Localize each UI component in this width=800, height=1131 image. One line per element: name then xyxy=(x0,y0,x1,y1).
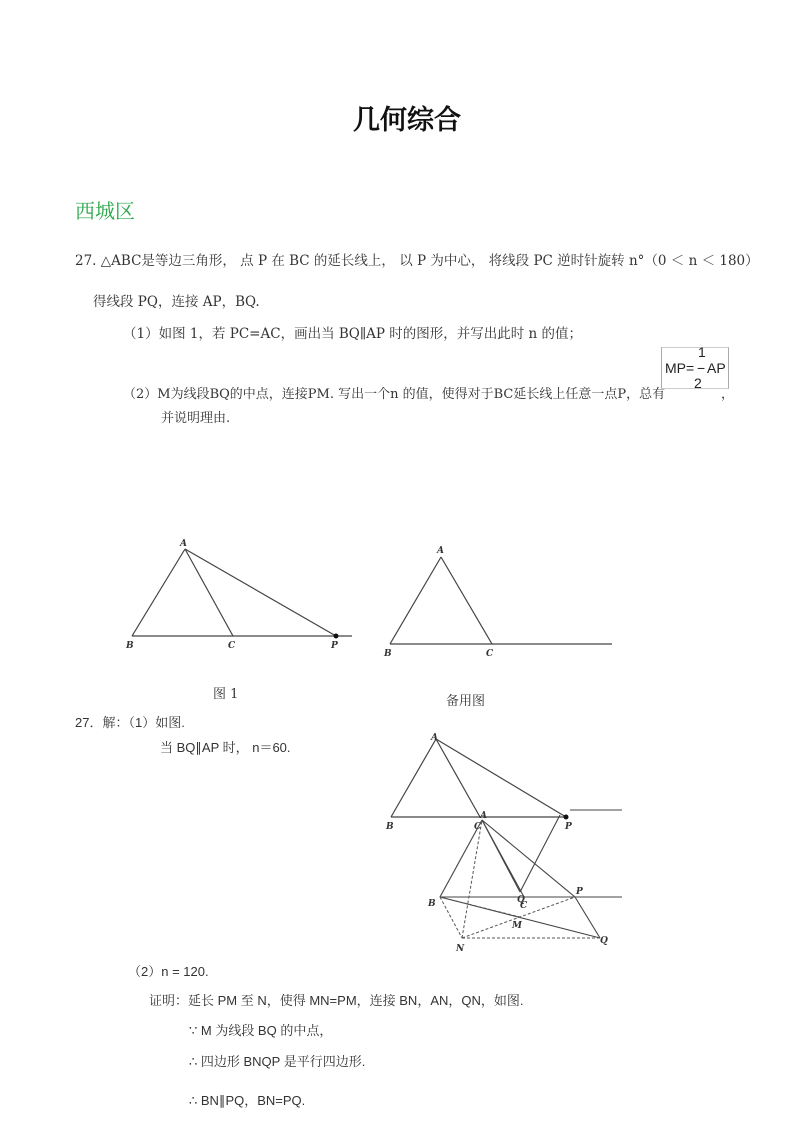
solution-therefore-2: ∴ BN∥PQ，BN=PQ. xyxy=(189,1093,306,1108)
fig3-label-b: B xyxy=(386,822,394,832)
formula-denominator: 2 xyxy=(694,375,702,391)
figure-spare xyxy=(380,540,620,670)
fig4-label-q2: Q xyxy=(600,936,608,946)
page-title: 几何综合 xyxy=(353,105,461,136)
fig1-label-c: C xyxy=(228,641,236,651)
fig2-label-b: B xyxy=(384,649,392,659)
problem-part-2-comma: ， xyxy=(721,387,735,402)
section-heading: 西城区 xyxy=(75,199,135,223)
formula-left: MP= xyxy=(665,360,695,376)
fig4-label-p: P xyxy=(576,887,583,897)
fig3-label-a: A xyxy=(431,733,438,743)
problem-part-2-tail: 并说明理由. xyxy=(161,411,231,426)
fig1-label-b: B xyxy=(126,641,134,651)
fig4-label-a: A xyxy=(480,811,487,821)
fig1-label-p: P xyxy=(331,641,338,651)
formula-minus: − xyxy=(697,360,706,376)
formula-mp-half-ap xyxy=(661,344,729,391)
problem-line-1: 27. △ABC是等边三角形， 点 P 在 BC 的延长线上， 以 P 为中心， 将线段 PC 逆时针旋转 n°（0 ＜ n ＜ 180） xyxy=(75,253,759,269)
fig2-label-c: C xyxy=(486,649,494,659)
solution-therefore-1: ∴ 四边形 BNQP 是平行四边形. xyxy=(189,1054,366,1069)
problem-part-2: （2）M为线段BQ的中点，连接PM. 写出一个n 的值，使得对于BC延长线上任意一点P，总有 xyxy=(123,387,666,402)
point-p-dot xyxy=(334,634,339,639)
solution-when: 当 BQ∥AP 时， n＝60. xyxy=(160,740,291,755)
fig1-caption: 图 1 xyxy=(213,687,239,702)
fig4-label-n: N xyxy=(456,944,465,954)
fig2-label-a: A xyxy=(437,546,444,556)
figure-solution-2 xyxy=(420,810,630,954)
fig2-caption: 备用图 xyxy=(446,694,486,709)
fig3-label-p: P xyxy=(565,822,572,832)
fig4-label-m: M xyxy=(512,921,522,931)
solution-part-2: （2）n = 120. xyxy=(128,964,209,979)
solution-header: 27．解：（1）如图. xyxy=(75,715,185,730)
fig4-label-c: C xyxy=(520,901,528,911)
fig3-label-c: C xyxy=(474,822,482,832)
solution-because: ∵ M 为线段 BQ 的中点， xyxy=(189,1023,333,1038)
figure-1 xyxy=(120,535,360,665)
formula-numerator: 1 xyxy=(698,344,706,360)
formula-right: AP xyxy=(707,360,726,376)
solution-proof: 证明：延长 PM 至 N，使得 MN=PM，连接 BN，AN，QN，如图. xyxy=(149,993,524,1008)
problem-line-2: 得线段 PQ，连接 AP，BQ. xyxy=(93,294,260,310)
fig4-label-b: B xyxy=(428,899,436,909)
problem-part-1: （1）如图 1，若 PC=AC，画出当 BQ∥AP 时的图形，并写出此时 n 的值； xyxy=(123,326,582,342)
fig1-label-a: A xyxy=(180,539,187,549)
fig4-label-q1: Q xyxy=(517,895,525,905)
